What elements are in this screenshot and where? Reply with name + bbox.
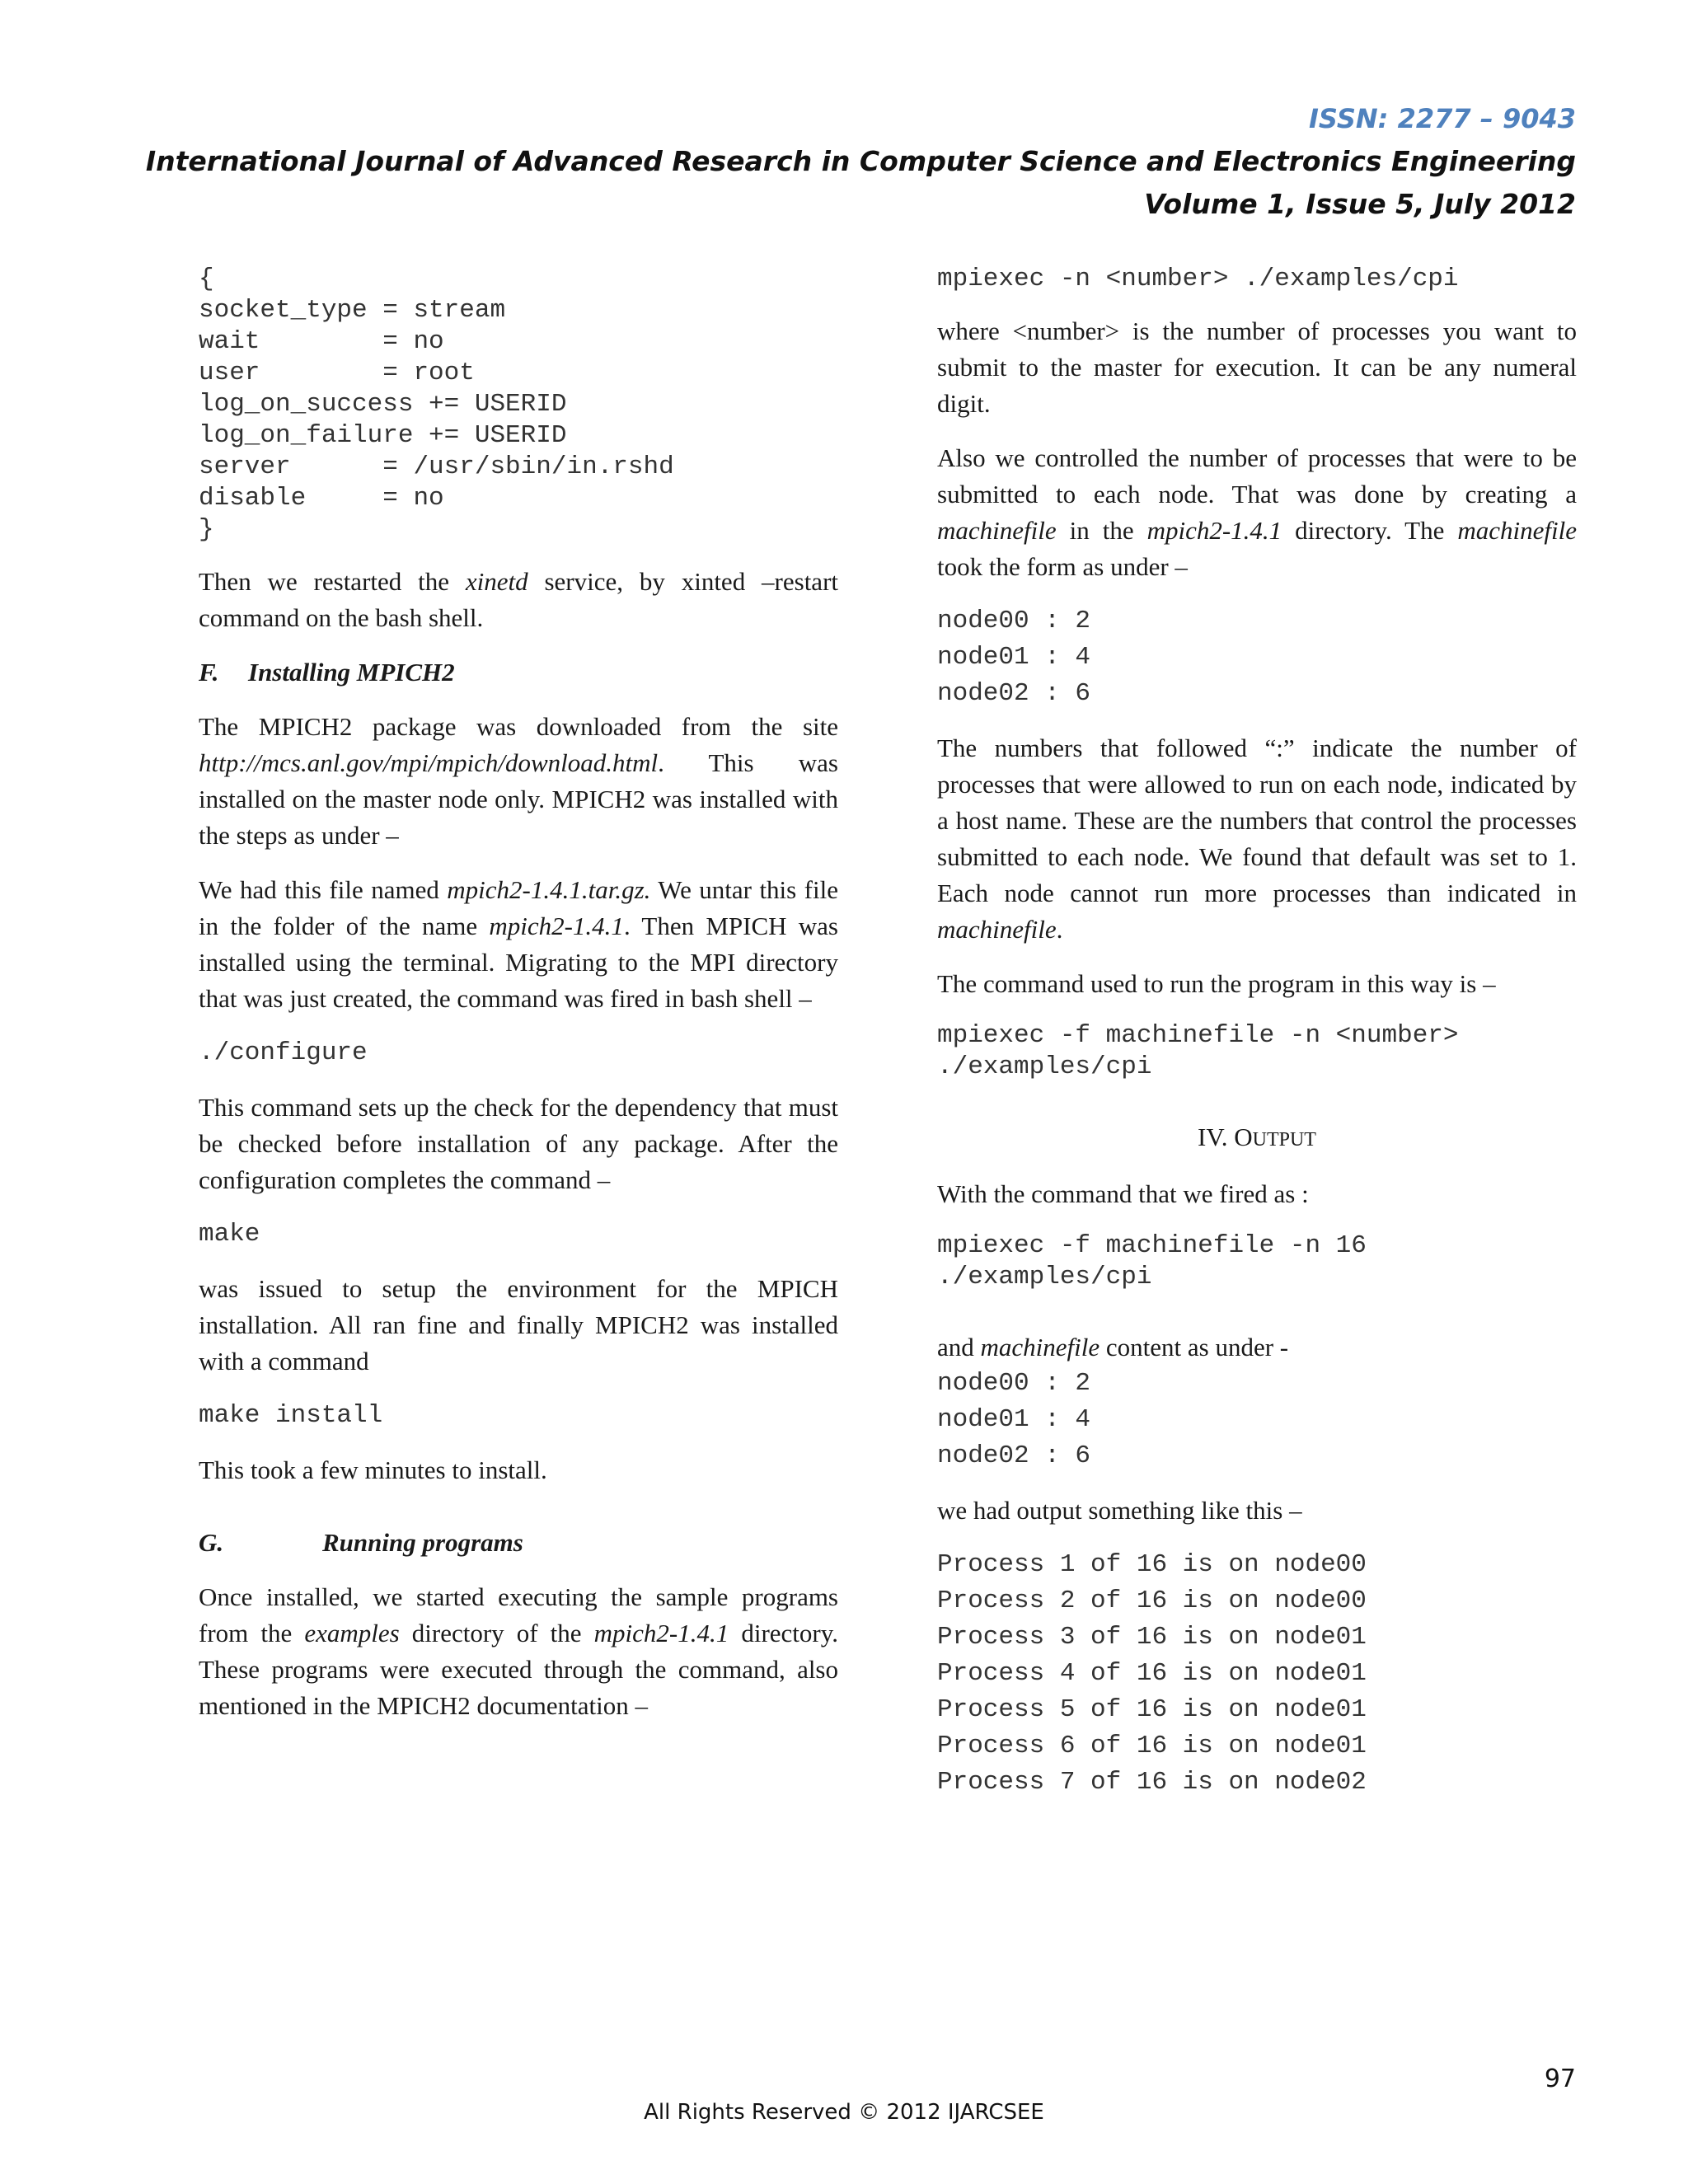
download-url: http://mcs.anl.gov/mpi/mpich/download.html <box>199 748 659 777</box>
page-header <box>146 97 1576 226</box>
journal-volume: Volume 1, Issue 5, July 2012 <box>1144 188 1576 220</box>
section-heading-f: F. Installing MPICH2 <box>199 658 455 687</box>
left-column <box>199 264 838 1724</box>
paragraph-fired: With the command that we fired as : <box>937 1179 1309 1208</box>
paragraph-command: The command used to run the program in this way is – <box>937 969 1496 998</box>
code-mpiexec: mpiexec -n <number> ./examples/cpi <box>937 265 1459 293</box>
section-heading-g: G. Running programs <box>199 1528 523 1557</box>
code-process-output: Process 1 of 16 is on node00 Process 2 of 16 is on node00 Process 3 of 16 is on node01 Process 4 of 16 is on node01 Process 5 of 16 is on node01 Process 6 of 16 is on node01 Process 7 of 16 is on node02 <box>937 1550 1367 1797</box>
copyright: All Rights Reserved © 2012 IJARCSEE <box>644 2100 1044 2125</box>
paragraph-machinefile-content: and machinefile content as under - <box>937 1333 1289 1361</box>
code-configure: ./configure <box>199 1038 368 1067</box>
xinetd-config-code: { socket_type = stream wait = no user = root log_on_success += USERID log_on_failure += USERID server = /usr/sbin/in.rshd disable = no } <box>199 265 674 544</box>
paragraph-configure: This command sets up the check for the dependency that must be checked before installation of any package. After the configuration completes the command – <box>199 1093 838 1194</box>
paragraph-make: was issued to setup the environment for the MPICH installation. All ran fine and finally MPICH2 was installed with a command <box>199 1274 838 1376</box>
paragraph-machinefile: Also we controlled the number of processes that were to be submitted to each node. That was done by creating a machinefile in the mpich2-1.4.1 directory. The machinefile took the form as under – <box>937 443 1577 581</box>
issn: ISSN: 2277 – 9043 <box>1309 103 1576 134</box>
paragraph-restart: Then we restarted the xinetd service, by xinted –restart command on the bash shell. <box>199 567 838 632</box>
code-make: make <box>199 1220 260 1249</box>
paragraph-run: Once installed, we started executing the sample programs from the examples directory of the mpich2-1.4.1 directory. These programs were executed through the command, also mentioned in the MPICH2 documentation – <box>199 1582 838 1720</box>
code-nodes-2: node00 : 2 node01 : 4 node02 : 6 <box>937 1369 1091 1470</box>
right-column <box>937 264 1577 1801</box>
code-nodes: node00 : 2 node01 : 4 node02 : 6 <box>937 607 1091 708</box>
code-mpiexec-machinefile: mpiexec -f machinefile -n <number> ./examples/cpi <box>937 1021 1459 1081</box>
paragraph-took: This took a few minutes to install. <box>199 1455 547 1484</box>
paragraph-output: we had output something like this – <box>937 1496 1302 1525</box>
code-mpiexec-16: mpiexec -f machinefile -n 16 ./examples/cpi <box>937 1231 1367 1291</box>
paragraph-untar: We had this file named mpich2-1.4.1.tar.gz. We untar this file in the folder of the name mpich2-1.4.1. Then MPICH was installed using the terminal. Migrating to the MPI directory that was just created, the command was fired in bash shell – <box>199 875 838 1013</box>
paragraph-download: The MPICH2 package was downloaded from the site http://mcs.anl.gov/mpi/mpich/download.html. This was installed on the master node only. MPICH2 was installed with the steps as under – <box>199 712 838 850</box>
paragraph-numbers: The numbers that followed “:” indicate the number of processes that were allowed to run on each node, indicated by a host name. These are the numbers that control the processes submitted to each node. We found that default was set to 1. Each node cannot run more processes than indicated in machinefile. <box>937 733 1577 944</box>
journal-title: International Journal of Advanced Research in Computer Science and Electronics Engineering <box>145 145 1576 177</box>
section-heading-iv: IV. OUTPUT <box>1198 1122 1316 1151</box>
paragraph-number: where <number> is the number of processes you want to submit to the master for execution. It can be any numeral digit. <box>937 316 1577 418</box>
code-make-install: make install <box>199 1401 383 1430</box>
page-number: 97 <box>1544 2064 1576 2093</box>
